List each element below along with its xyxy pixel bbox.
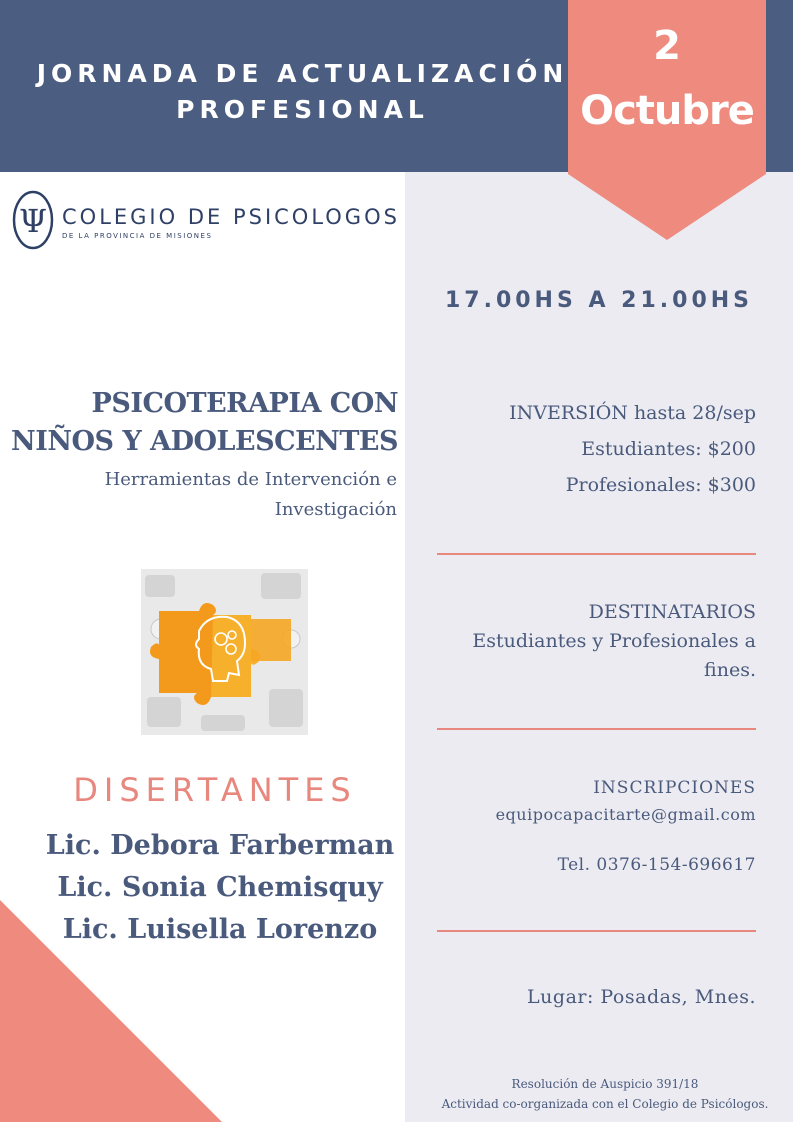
speakers-heading: DISERTANTES (73, 771, 357, 809)
audience-heading: DESTINATARIOS (588, 601, 756, 623)
event-series-title-line1: JORNADA DE ACTUALIZACIÓN (36, 59, 569, 88)
event-title (10, 385, 398, 461)
decorative-corner-triangle (0, 900, 230, 1122)
audience-block (426, 598, 756, 685)
event-time: 17.00HS A 21.00HS (444, 288, 754, 313)
footer-resolution: Resolución de Auspicio 391/18 (511, 1077, 699, 1091)
speaker-name: Lic. Sonia Chemisquy (57, 872, 383, 903)
logo-name: COLEGIO DE PSICOLOGOS (62, 205, 400, 229)
puzzle-head-illustration (141, 569, 308, 735)
pricing-block (509, 395, 756, 503)
section-divider (437, 930, 756, 932)
section-divider (437, 553, 756, 555)
pricing-professionals: Profesionales: $300 (565, 474, 756, 496)
psi-emblem-icon (12, 190, 54, 250)
speaker-name: Lic. Debora Farberman (45, 830, 395, 861)
date-day: 2 (653, 23, 681, 69)
section-divider (437, 728, 756, 730)
event-subtitle (40, 465, 397, 525)
event-series-title (30, 56, 575, 128)
footer-coorganized: Actividad co-organizada con el Colegio de Psicólogos. (441, 1097, 769, 1111)
logo-subtitle: DE LA PROVINCIA DE MISIONES (62, 232, 213, 240)
event-series-title-line2: PROFESIONAL (176, 95, 429, 124)
logo-symbol: Ψ (18, 202, 48, 240)
footer-notes (420, 1074, 790, 1114)
event-title-line1: PSICOTERAPIA CON (91, 388, 398, 419)
speaker-name: Lic. Luisella Lorenzo (62, 914, 378, 945)
organization-logo (12, 190, 400, 252)
pricing-heading: INVERSIÓN hasta 28/sep (509, 402, 756, 424)
registration-email[interactable]: equipocapacitarte@gmail.com (495, 805, 756, 824)
pricing-students: Estudiantes: $200 (581, 438, 756, 460)
event-subtitle-line2: Investigación (274, 499, 397, 520)
event-title-line2: NIÑOS Y ADOLESCENTES (11, 426, 398, 457)
date-month: Octubre (580, 88, 754, 134)
event-subtitle-line1: Herramientas de Intervención e (104, 469, 397, 490)
event-location: Lugar: Posadas, Mnes. (527, 986, 756, 1008)
registration-phone[interactable]: Tel. 0376-154-696617 (557, 855, 756, 875)
registration-heading: INSCRIPCIONES (593, 778, 756, 798)
audience-text: Estudiantes y Profesionales a fines. (472, 630, 756, 681)
